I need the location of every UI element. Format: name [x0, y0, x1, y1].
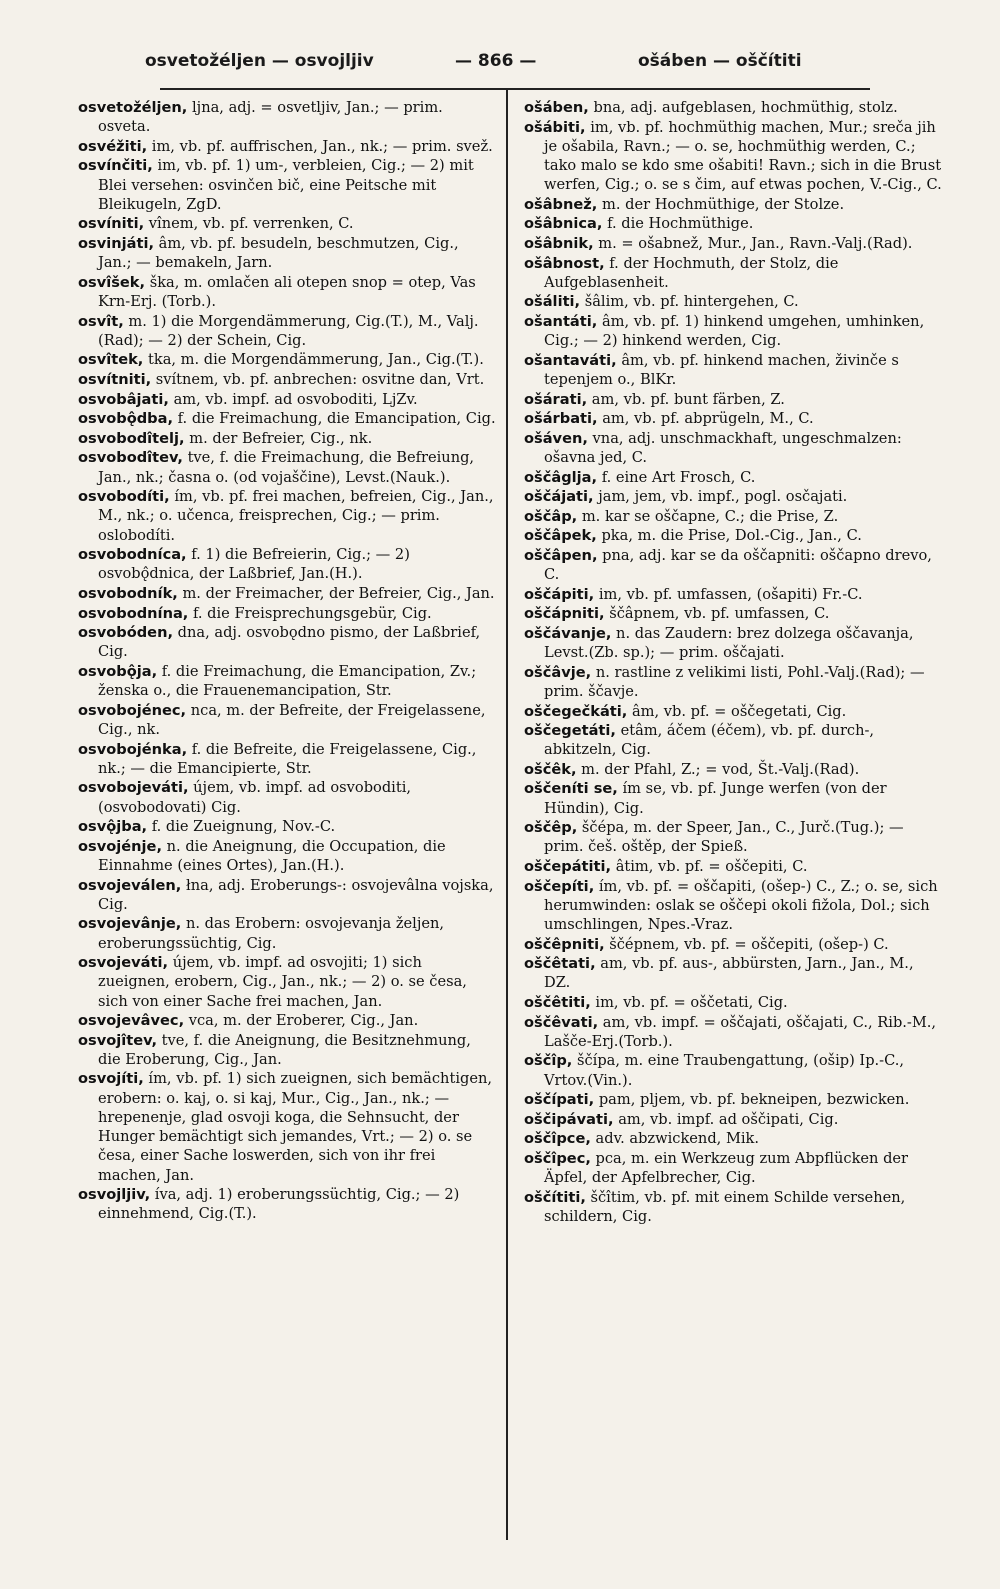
entry-definition: n. die Aneignung, die Occupation, die Einnahme (eines Ortes), Jan.(H.).	[98, 837, 446, 874]
entry-headword: oščîpce,	[524, 1130, 591, 1148]
entry-headword: osvobodníca,	[78, 546, 187, 564]
entry-definition: ščâpnem, vb. pf. umfassen, C.	[609, 605, 830, 623]
entry-headword: ošábiti,	[524, 118, 586, 136]
entry-definition: m. der Befreier, Cig., nk.	[189, 429, 373, 447]
entry-definition: f. die Hochmüthige.	[607, 215, 754, 233]
entry-headword: oščêpniti,	[524, 935, 605, 953]
dictionary-entry	[524, 721, 942, 759]
entry-definition: újem, vb. impf. ad osvoboditi, (osvobodovati) Cig.	[98, 779, 412, 816]
entry-definition: etâm, áčem (éčem), vb. pf. durch-, abkitzeln, Cig.	[544, 722, 875, 759]
entry-definition: újem, vb. impf. ad osvojiti; 1) sich zueignen, erobern, Cig., Jan., nk.; — 2) o. se česa, sich von einer Sache frei machen, Jan.	[98, 954, 467, 1010]
entry-definition: ím, vb. pf. = oščapiti, (ošep-) C., Z.; o. se, sich herumwinden: oslak se oščepi okoli fižola, Dol.; sich umschlingen, Npes.-Vraz.	[544, 877, 938, 934]
left-column	[78, 98, 496, 1224]
entry-headword: oščápiti,	[524, 585, 595, 603]
entry-headword: oščêtiti,	[524, 994, 591, 1012]
dictionary-entry	[524, 1051, 942, 1089]
entry-definition: m. = ošabnež, Mur., Jan., Ravn.-Valj.(Rad).	[598, 234, 913, 252]
dictionary-entry	[524, 409, 942, 428]
entry-headword: osvojeválen,	[78, 876, 182, 894]
entry-definition: im, vb. pf. = oščetati, Cig.	[595, 994, 788, 1012]
entry-definition: jam, jem, vb. impf., pogl. osčajati.	[598, 488, 848, 506]
dictionary-entry	[524, 429, 942, 467]
entry-definition: ščépa, m. der Speer, Jan., C., Jurč.(Tug.); — prim. češ. oštěp, der Spieß.	[544, 819, 904, 856]
entry-headword: osvojeváti,	[78, 954, 169, 972]
entry-headword: ošâbnica,	[524, 215, 603, 233]
entry-headword: ošâbnež,	[524, 195, 598, 213]
entry-headword: osvíniti,	[78, 215, 145, 233]
dictionary-entry	[524, 993, 942, 1012]
dictionary-entry	[524, 507, 942, 526]
entry-definition: m. der Freimacher, der Befreier, Cig., Jan.	[182, 584, 495, 602]
header-right-range: ošáben — oščítiti	[638, 51, 802, 71]
page-number: — 866 —	[455, 51, 537, 71]
dictionary-entry	[78, 234, 496, 272]
dictionary-entry	[524, 292, 942, 311]
dictionary-entry	[78, 429, 496, 448]
dictionary-entry	[78, 584, 496, 603]
dictionary-entry	[524, 624, 942, 662]
entry-headword: ošantaváti,	[524, 351, 617, 369]
entry-definition: f. eine Art Frosch, C.	[601, 468, 756, 486]
column-divider	[506, 90, 508, 1540]
entry-headword: osvobâjati,	[78, 390, 169, 408]
entry-definition: f. die Freimachung, die Emancipation, Zv.; ženska o., die Frauenemancipation, Str.	[98, 662, 477, 700]
entry-headword: osvobodîtelj,	[78, 429, 185, 447]
entry-definition: bna, adj. aufgeblasen, hochmüthig, stolz.	[593, 99, 898, 116]
entry-definition: n. rastline z velikimi listi, Pohl.-Valj.(Rad); — prim. ščavje.	[544, 663, 925, 700]
entry-headword: oščávanje,	[524, 624, 612, 642]
entry-definition: łna, adj. Eroberungs-: osvojevâlna vojska, Cig.	[98, 876, 494, 913]
entry-headword: osvǫ̂jba,	[78, 818, 148, 836]
entry-headword: oščâp,	[524, 507, 578, 525]
dictionary-entry	[524, 1090, 942, 1109]
entry-definition: âm, vb. pf. hinkend machen, živinče s tepenjem o., BlKr.	[544, 351, 899, 388]
dictionary-entry	[78, 837, 496, 875]
entry-definition: íva, adj. 1) eroberungssüchtig, Cig.; — 2) einnehmend, Cig.(T.).	[98, 1186, 460, 1223]
dictionary-entry	[524, 1013, 942, 1051]
entry-definition: im, vb. pf. 1) um-, verbleien, Cig.; — 2) mit Blei versehen: osvinčen bič, eine Peitsche mit Bleikugeln, ZgD.	[98, 157, 474, 213]
dictionary-entry	[78, 876, 496, 914]
entry-definition: f. die Zueignung, Nov.-C.	[151, 818, 336, 836]
dictionary-entry	[524, 98, 942, 117]
entry-definition: dna, adj. osvobǫdno pismo, der Laßbrief, Cig.	[98, 624, 481, 661]
header-rule	[160, 88, 870, 90]
dictionary-entry	[524, 857, 942, 876]
entry-headword: oščeníti se,	[524, 780, 618, 798]
entry-definition: f. die Freimachung, die Emancipation, Cig.	[177, 410, 496, 428]
entry-headword: osvobojeváti,	[78, 779, 189, 797]
dictionary-entry	[524, 877, 942, 935]
entry-definition: n. das Zaudern: brez dolzega oščavanja, Levst.(Zb. sp.); — prim. oščajati.	[544, 624, 914, 662]
entry-definition: ím, vb. pf. 1) sich zueignen, sich bemächtigen, erobern: o. kaj, o. si kaj, Mur., Cig., Jan., nk.; — hrepenenje, glad osvoji koga, die Sehnsucht, der Hunger bemächtigt sich jemandes, Vrt.; — 2) o. se česa, einer Sache loswerden, sich von ihr frei machen, Jan.	[98, 1070, 493, 1184]
dictionary-entry	[524, 760, 942, 779]
dictionary-entry	[524, 585, 942, 604]
entry-definition: ščépnem, vb. pf. = oščepiti, (ošep-) C.	[609, 935, 889, 953]
entry-definition: f. 1) die Befreierin, Cig.; — 2) osvobǫ̂dnica, der Laßbrief, Jan.(H.).	[98, 546, 410, 583]
entry-headword: osvojevâvec,	[78, 1012, 185, 1030]
entry-definition: im, vb. pf. hochmüthig machen, Mur.; sreča jih je ošabila, Ravn.; — o. se, hochmüthig werden, C.; tako malo se kdo sme ošabiti! Ravn.; sich in die Brust werfen, Cig.; o. se s čim, auf etwas pochen, V.-Cig., C.	[544, 118, 942, 194]
dictionary-entry	[78, 350, 496, 369]
entry-headword: osvobojénka,	[78, 740, 188, 758]
entry-headword: oščipávati,	[524, 1110, 614, 1128]
dictionary-entry	[78, 1185, 496, 1223]
entry-headword: osvîtek,	[78, 351, 144, 369]
dictionary-entry	[78, 1031, 496, 1069]
dictionary-entry	[524, 935, 942, 954]
entry-headword: oščîp,	[524, 1052, 573, 1070]
entry-headword: ošâbnost,	[524, 254, 605, 272]
entry-definition: m. 1) die Morgendämmerung, Cig.(T.), M., Valj.(Rad); — 2) der Schein, Cig.	[98, 312, 479, 349]
dictionary-entry	[524, 254, 942, 292]
entry-headword: ošâbnik,	[524, 234, 594, 252]
page-header	[130, 48, 870, 76]
entry-headword: osvobodnína,	[78, 604, 189, 622]
dictionary-entry	[78, 914, 496, 952]
entry-headword: ošárati,	[524, 390, 588, 408]
dictionary-entry	[78, 312, 496, 350]
entry-headword: osvojîtev,	[78, 1031, 157, 1049]
dictionary-entry	[78, 156, 496, 214]
dictionary-entry	[524, 234, 942, 253]
dictionary-entry	[524, 195, 942, 214]
entry-definition: pna, adj. kar se da oščapniti: oščapno drevo, C.	[544, 546, 932, 584]
dictionary-entry	[524, 604, 942, 623]
entry-headword: osvît,	[78, 312, 124, 330]
entry-definition: n. das Erobern: osvojevanja željen, eroberungssüchtig, Cig.	[98, 915, 445, 952]
dictionary-entry	[78, 98, 496, 136]
dictionary-entry	[78, 409, 496, 428]
entry-headword: osvítniti,	[78, 370, 152, 388]
right-column	[524, 98, 942, 1227]
entry-definition: am, vb. pf. abprügeln, M., C.	[602, 410, 814, 428]
entry-headword: oščîpec,	[524, 1150, 591, 1168]
entry-headword: oščâpen,	[524, 546, 598, 564]
entry-definition: m. kar se oščapne, C.; die Prise, Z.	[581, 507, 839, 525]
entry-headword: oščápniti,	[524, 605, 605, 623]
entry-headword: oščítiti,	[524, 1188, 586, 1206]
entry-definition: tve, f. die Freimachung, die Befreiung, Jan., nk.; časna o. (od vojaščine), Levst.(Nauk.).	[98, 449, 475, 486]
entry-definition: tka, m. die Morgendämmerung, Jan., Cig.(T.).	[148, 351, 484, 369]
entry-headword: osvetožéljen,	[78, 99, 188, 116]
entry-headword: oščâglja,	[524, 468, 598, 486]
entry-headword: oščêp,	[524, 819, 578, 837]
entry-headword: oščâvje,	[524, 663, 592, 681]
entry-definition: ščîtim, vb. pf. mit einem Schilde versehen, schildern, Cig.	[544, 1188, 906, 1226]
entry-headword: oščegečkáti,	[524, 702, 628, 720]
entry-definition: m. der Pfahl, Z.; = vod, Št.-Valj.(Rad).	[581, 760, 860, 778]
entry-headword: osvobǫ̂ja,	[78, 662, 158, 680]
entry-definition: f. die Freisprechungsgebür, Cig.	[193, 604, 432, 622]
dictionary-entry	[78, 370, 496, 389]
entry-headword: osvobóden,	[78, 624, 174, 642]
dictionary-entry	[78, 1069, 496, 1184]
entry-headword: osvobodník,	[78, 584, 178, 602]
entry-definition: svítnem, vb. pf. anbrechen: osvitne dan, Vrt.	[155, 370, 485, 388]
entry-headword: osvojevânje,	[78, 915, 182, 933]
entry-definition: ím, vb. pf. frei machen, befreien, Cig., Jan., M., nk.; o. učenca, freisprechen, Cig.; — prim. oslobodíti.	[98, 488, 494, 544]
entry-headword: osvobodîtev,	[78, 449, 183, 467]
entry-definition: pca, m. ein Werkzeug zum Abpflücken der Äpfel, der Apfelbrecher, Cig.	[544, 1150, 909, 1187]
entry-definition: am, vb. pf. bunt färben, Z.	[591, 390, 785, 408]
entry-definition: vînem, vb. pf. verrenken, C.	[148, 215, 354, 233]
entry-definition: šâlim, vb. pf. hintergehen, C.	[584, 293, 799, 311]
dictionary-entry	[78, 662, 496, 700]
entry-definition: f. der Hochmuth, der Stolz, die Aufgeblasenheit.	[544, 254, 839, 291]
entry-definition: ška, m. omlačen ali otepen snop = otep, Vas Krn-Erj. (Torb.).	[98, 273, 476, 310]
entry-definition: pka, m. die Prise, Dol.-Cig., Jan., C.	[601, 527, 862, 545]
dictionary-entry	[524, 312, 942, 350]
dictionary-entry	[524, 390, 942, 409]
entry-definition: tve, f. die Aneignung, die Besitznehmung, die Eroberung, Cig., Jan.	[98, 1031, 471, 1068]
dictionary-entry	[78, 740, 496, 778]
dictionary-entry	[524, 487, 942, 506]
dictionary-entry	[524, 546, 942, 584]
header-left-range: osvetožéljen — osvojljiv	[145, 51, 374, 71]
entry-headword: osvinjáti,	[78, 234, 154, 252]
entry-definition: am, vb. impf. ad osvoboditi, LjZv.	[173, 390, 418, 408]
dictionary-entry	[524, 1129, 942, 1148]
entry-headword: ošáben,	[524, 99, 589, 116]
dictionary-entry	[78, 817, 496, 836]
dictionary-entry	[524, 954, 942, 992]
entry-definition: vca, m. der Eroberer, Cig., Jan.	[188, 1012, 419, 1030]
entry-headword: oščípati,	[524, 1091, 595, 1109]
dictionary-entry	[78, 701, 496, 739]
dictionary-entry	[524, 818, 942, 856]
entry-headword: oščájati,	[524, 488, 594, 506]
entry-definition: am, vb. impf. = oščajati, oščajati, C., Rib.-M., Lašče-Erj.(Torb.).	[544, 1013, 937, 1050]
dictionary-entry	[524, 1188, 942, 1226]
entry-headword: oščêtati,	[524, 955, 596, 973]
entry-definition: f. die Befreite, die Freigelassene, Cig., nk.; — die Emancipierte, Str.	[98, 740, 477, 777]
dictionary-entry	[524, 702, 942, 721]
dictionary-entry	[524, 1149, 942, 1187]
entry-definition: pam, pljem, vb. pf. bekneipen, bezwicken.	[598, 1091, 910, 1109]
entry-headword: ošantáti,	[524, 312, 598, 330]
entry-definition: ím se, vb. pf. Junge werfen (von der Hündin), Cig.	[544, 780, 887, 817]
dictionary-entry	[524, 663, 942, 701]
entry-headword: osvínčiti,	[78, 157, 153, 175]
dictionary-entry	[78, 604, 496, 623]
entry-headword: osvîšek,	[78, 273, 146, 291]
dictionary-entry	[524, 214, 942, 233]
entry-headword: ošárbati,	[524, 410, 598, 428]
dictionary-entry	[524, 1110, 942, 1129]
entry-definition: âtim, vb. pf. = oščepiti, C.	[615, 858, 808, 876]
entry-definition: adv. abzwickend, Mik.	[595, 1130, 760, 1148]
entry-definition: am, vb. pf. aus-, abbürsten, Jarn., Jan., M., DZ.	[544, 955, 914, 992]
entry-headword: oščepíti,	[524, 877, 595, 895]
dictionary-entry	[78, 487, 496, 545]
entry-headword: osvobǫ̂dba,	[78, 410, 174, 428]
dictionary-entry	[78, 778, 496, 816]
entry-definition: nca, m. der Befreite, der Freigelassene, Cig., nk.	[98, 701, 486, 738]
dictionary-entry	[78, 390, 496, 409]
entry-headword: oščêk,	[524, 760, 577, 778]
entry-definition: vna, adj. unschmackhaft, ungeschmalzen: ošavna jed, C.	[544, 429, 902, 466]
dictionary-entry	[524, 351, 942, 389]
dictionary-entry	[78, 953, 496, 1011]
entry-definition: ljna, adj. = osvetljiv, Jan.; — prim. osveta.	[98, 99, 443, 136]
entry-headword: oščegetáti,	[524, 722, 616, 740]
entry-headword: ošáliti,	[524, 293, 581, 311]
entry-definition: ščípa, m. eine Traubengattung, (ošip) Ip.-C., Vrtov.(Vin.).	[544, 1052, 905, 1089]
entry-definition: âm, vb. pf. 1) hinkend umgehen, umhinken, Cig.; — 2) hinkend werden, Cig.	[544, 312, 925, 350]
dictionary-entry	[524, 468, 942, 487]
entry-headword: osvojíti,	[78, 1070, 144, 1088]
entry-headword: osvojénje,	[78, 837, 162, 855]
entry-definition: m. der Hochmüthige, der Stolze.	[601, 195, 845, 213]
entry-headword: osvéžiti,	[78, 137, 148, 155]
entry-definition: im, vb. pf. auffrischen, Jan., nk.; — prim. svež.	[151, 137, 493, 155]
entry-headword: oščâpek,	[524, 527, 597, 545]
dictionary-entry	[78, 545, 496, 583]
dictionary-entry	[78, 273, 496, 311]
dictionary-entry	[78, 137, 496, 156]
dictionary-entry	[78, 214, 496, 233]
dictionary-entry	[78, 448, 496, 486]
entry-definition: im, vb. pf. umfassen, (ošapiti) Fr.-C.	[598, 585, 863, 603]
entry-headword: oščêvati,	[524, 1013, 599, 1031]
entry-headword: ošáven,	[524, 429, 588, 447]
entry-headword: osvobodíti,	[78, 488, 170, 506]
entry-headword: osvojljiv,	[78, 1186, 151, 1204]
dictionary-entry	[524, 779, 942, 817]
dictionary-entry	[524, 118, 942, 195]
entry-definition: âm, vb. pf. besudeln, beschmutzen, Cig., Jan.; — bemakeln, Jarn.	[98, 234, 459, 272]
entry-definition: am, vb. impf. ad oščipati, Cig.	[618, 1110, 839, 1128]
dictionary-entry	[78, 623, 496, 661]
entry-headword: osvobojénec,	[78, 701, 187, 719]
dictionary-entry	[524, 526, 942, 545]
entry-definition: âm, vb. pf. = oščegetati, Cig.	[631, 702, 847, 720]
dictionary-entry	[78, 1011, 496, 1030]
entry-headword: oščepátiti,	[524, 858, 612, 876]
